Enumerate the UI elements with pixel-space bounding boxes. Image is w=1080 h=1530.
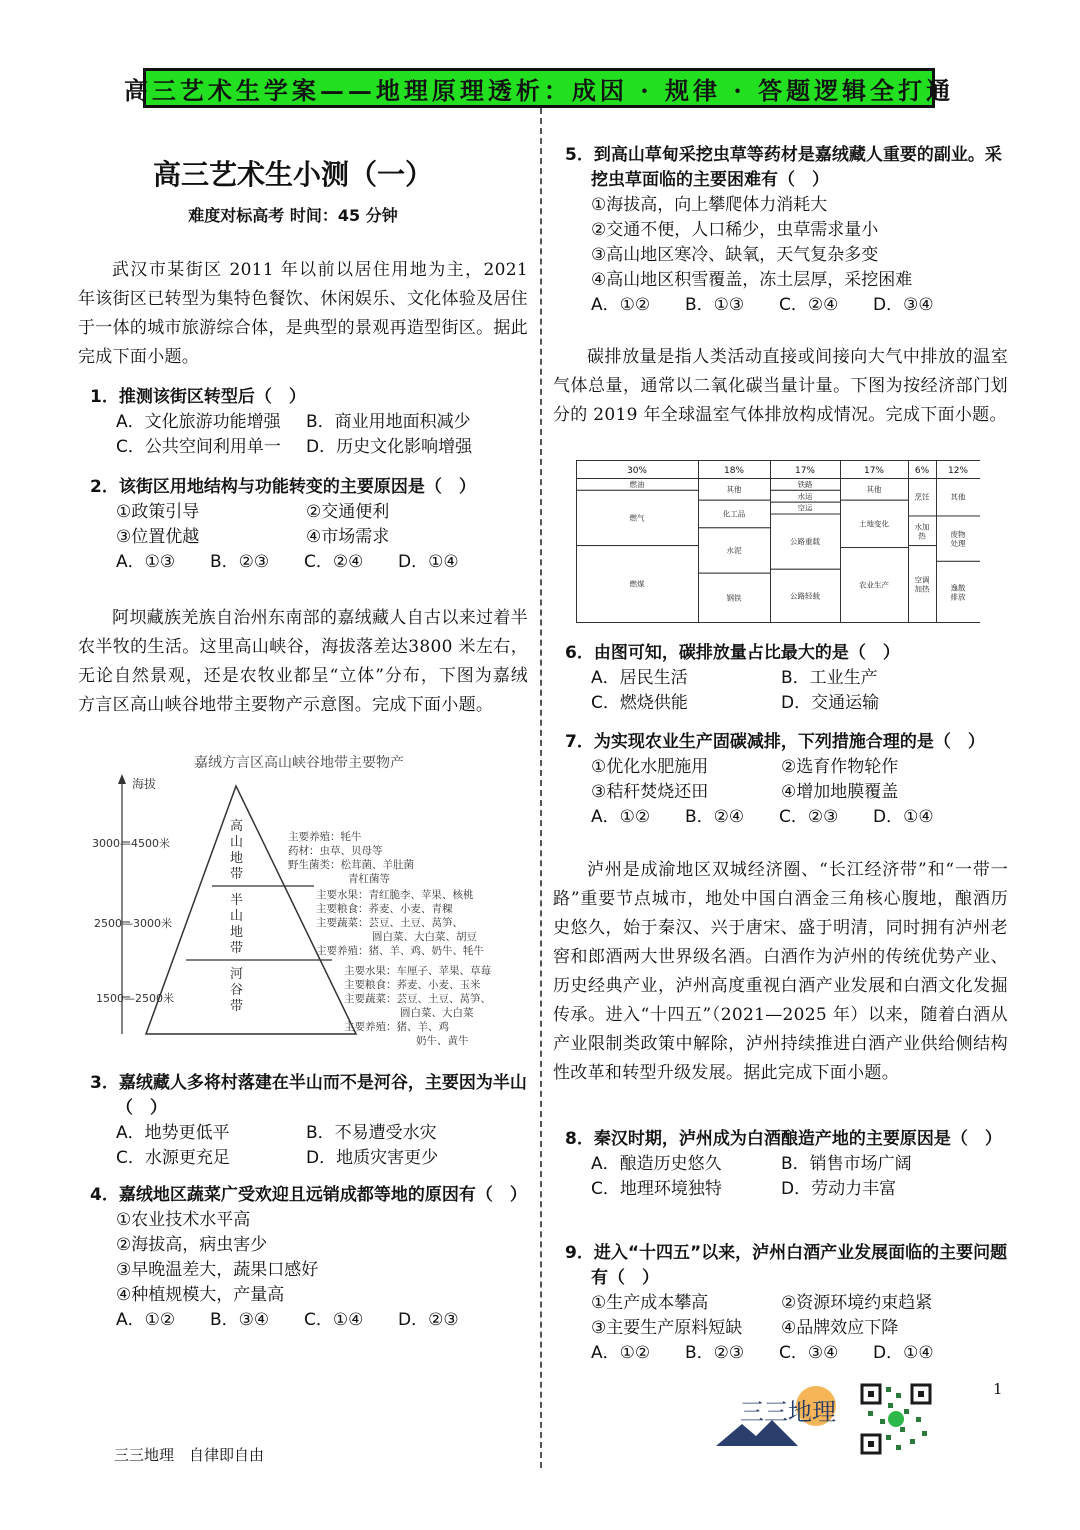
q2-item-1: ①政策引导 (116, 502, 200, 522)
q5-option-d[interactable]: D．③④ (873, 295, 934, 315)
q5-item-2: ②交通不便，人口稀少，虫草需求量小 (591, 220, 879, 240)
q2-stem: 2．该街区用地结构与功能转变的主要原因是（ ） (90, 477, 476, 497)
column-divider (540, 108, 542, 1468)
altitude-diagram (88, 772, 528, 1052)
q1-options (78, 410, 528, 460)
q9-item-2: ②资源环境约束趋紧 (781, 1293, 933, 1313)
zone-mid-label (230, 892, 243, 956)
q1-stem: 1．推测该街区转型后（ ） (90, 387, 306, 407)
q9-option-d[interactable]: D．①④ (873, 1343, 934, 1363)
chart-share-label: 6% (914, 466, 930, 476)
q7-item-3: ③秸秆焚烧还田 (591, 782, 709, 802)
q6-stem: 6．由图可知，碳排放量占比最大的是（ ） (565, 643, 900, 663)
q9-item-3: ③主要生产原料短缺 (591, 1318, 743, 1338)
zone-high-label (230, 818, 243, 882)
q8-option-d[interactable]: D．劳动力丰富 (781, 1179, 897, 1199)
svg-text:河: 河 (230, 967, 244, 982)
q8-option-b[interactable]: B．销售市场广阔 (781, 1154, 912, 1174)
q7-item-2: ②选育作物轮作 (781, 757, 899, 777)
chart-sector-label: 其他 (726, 484, 742, 494)
low-product-6: 奶牛、黄牛 (416, 1035, 469, 1047)
svg-text:高: 高 (230, 819, 244, 834)
mid-product-1: 主要水果：青红脆李、苹果、核桃 (316, 889, 474, 901)
q6-option-a[interactable]: A．居民生活 (591, 668, 688, 688)
zone-low-label (230, 967, 243, 1014)
range-low: 1500—2500米 (96, 992, 174, 1005)
q5-stem: 5．到高山草甸采挖虫草等药材是嘉绒藏人重要的副业。采挖虫草面临的主要困难有（ ） (565, 145, 1002, 190)
question-7 (553, 730, 1008, 830)
low-product-5: 主要养殖：猪、羊、鸡 (344, 1021, 449, 1033)
chart-sector-label: 农业生产 (859, 580, 889, 590)
q1-option-b[interactable]: B．商业用地面积减少 (306, 412, 471, 432)
q2-option-c[interactable]: C．②④ (304, 552, 364, 572)
q5-answers (553, 293, 1008, 318)
q9-stem: 9．进入“十四五”以来，泸州白酒产业发展面临的主要问题有（ ） (565, 1243, 1008, 1288)
q3-options (78, 1121, 528, 1171)
svg-text:带: 带 (230, 867, 244, 882)
q4-option-c[interactable]: C．①④ (304, 1310, 364, 1330)
question-6 (553, 641, 1008, 716)
mid-product-4: 圆白菜、大白菜、胡豆 (372, 931, 477, 943)
svg-text:带: 带 (230, 999, 244, 1014)
qr-finder-bl-dot (868, 1441, 874, 1447)
q9-option-c[interactable]: C．③④ (779, 1343, 839, 1363)
logo-text: 三三地理 (740, 1398, 836, 1426)
chart-sector-label: 钢铁 (726, 593, 742, 603)
q7-items (553, 755, 1008, 805)
chart-share-label: 18% (723, 466, 745, 476)
q5-option-a[interactable]: A．①② (591, 295, 651, 315)
q7-stem: 7．为实现农业生产固碳减排，下列措施合理的是（ ） (565, 732, 985, 752)
q5-item-4: ④高山地区积雪覆盖，冻土层厚，采挖困难 (591, 270, 913, 290)
mid-product-2: 主要粮食：荞麦、小麦、青稞 (316, 903, 453, 915)
q5-item-3: ③高山地区寒冷、缺氧，天气复杂多变 (591, 245, 879, 265)
question-1 (78, 385, 528, 460)
q2-answers (78, 550, 528, 575)
chart-sector-label: 公路轻载 (790, 591, 820, 601)
q2-item-4: ④市场需求 (306, 527, 390, 547)
page-subtitle: 难度对标高考 时间：45 分钟 (188, 206, 398, 225)
q7-item-1: ①优化水肥施用 (591, 757, 709, 777)
qr-code[interactable] (860, 1383, 932, 1455)
footer-text: 三三地理 自律即自由 (114, 1446, 265, 1464)
page-number: 1 (993, 1380, 1003, 1398)
chart-sector-label: 公路重载 (790, 537, 820, 547)
q6-option-c[interactable]: C．燃烧供能 (591, 693, 688, 713)
passage-3 (553, 343, 1008, 430)
wechat-icon (888, 1411, 904, 1427)
mid-zone-products (316, 888, 484, 957)
chart-sector-label: 其他 (950, 492, 966, 502)
question-4 (78, 1183, 528, 1333)
passage-3-text: 碳排放量是指人类活动直接或间接向大气中排放的温室气体总量，通常以二氧化碳当量计量。下图为按经济部门划分的 2019 年全球温室气体排放构成情况。完成下面小题。 (553, 347, 1008, 425)
q9-items (553, 1291, 1008, 1341)
mid-product-3: 主要蔬菜：芸豆、土豆、莴笋、 (316, 917, 463, 929)
chart-share-label: 17% (863, 466, 885, 476)
svg-text:带: 带 (230, 941, 244, 956)
q9-item-1: ①生产成本攀高 (591, 1293, 709, 1313)
question-2 (78, 475, 528, 575)
q4-item-4: ④种植规模大，产量高 (116, 1285, 285, 1305)
qr-finder-tr-dot (918, 1391, 924, 1397)
q2-item-3: ③位置优越 (116, 527, 200, 547)
header-banner: 高三艺术生学案——地理原理透析：成因 · 规律 · 答题逻辑全打通 (143, 68, 935, 108)
q9-option-a[interactable]: A．①② (591, 1343, 651, 1363)
q3-option-d[interactable]: D．地质灾害更少 (306, 1148, 439, 1168)
q1-option-a[interactable]: A．文化旅游功能增强 (116, 412, 281, 432)
q6-option-b[interactable]: B．工业生产 (781, 668, 878, 688)
low-product-4: 圆白菜、大白菜 (400, 1007, 474, 1019)
chart-sector-label: 燃煤 (629, 579, 645, 589)
high-product-4: 青杠菌等 (348, 873, 390, 885)
q4-item-1: ①农业技术水平高 (116, 1210, 251, 1230)
q8-stem: 8．秦汉时期，泸州成为白酒酿造产地的主要原因是（ ） (565, 1129, 1002, 1149)
diagram-title: 嘉绒方言区高山峡谷地带主要物产 (194, 755, 404, 771)
question-8 (553, 1127, 1008, 1202)
axis-arrow (118, 774, 126, 784)
q2-option-d[interactable]: D．①④ (398, 552, 459, 572)
chart-share-label: 17% (794, 466, 816, 476)
q5-option-c[interactable]: C．②④ (779, 295, 839, 315)
chart-sector-label: 废物处理 (950, 530, 966, 549)
question-3 (78, 1071, 528, 1171)
q9-item-4: ④品牌效应下降 (781, 1318, 899, 1338)
low-product-1: 主要水果：车厘子、苹果、草莓 (344, 965, 491, 977)
question-5 (553, 143, 1008, 318)
brand-logo (712, 1384, 848, 1454)
svg-text:山: 山 (230, 835, 244, 850)
range-mid: 2500—3000米 (94, 917, 172, 930)
svg-text:半: 半 (230, 893, 244, 908)
page-title: 高三艺术生小测（一） (152, 158, 433, 191)
q4-stem: 4．嘉绒地区蔬菜广受欢迎且远销成都等地的原因有（ ） (90, 1185, 527, 1205)
chart-sector-label: 水泥 (726, 546, 742, 555)
q7-item-4: ④增加地膜覆盖 (781, 782, 899, 802)
q4-item-3: ③早晚温差大，蔬果口感好 (116, 1260, 319, 1280)
q4-option-b[interactable]: B．③④ (210, 1310, 270, 1330)
q9-answers (553, 1341, 1008, 1366)
high-product-2: 药材：虫草、贝母等 (288, 845, 383, 857)
q8-option-a[interactable]: A．酿造历史悠久 (591, 1154, 722, 1174)
chart-sector-label: 化工品 (722, 509, 746, 519)
low-product-2: 主要粮食：荞麦、小麦、玉米 (344, 979, 481, 991)
emission-chart (576, 460, 980, 624)
chart-sector-label: 空调加热 (914, 575, 930, 594)
q8-options (553, 1152, 1008, 1202)
q1-option-c[interactable]: C．公共空间利用单一 (116, 437, 281, 457)
chart-sector-label: 土地变化 (859, 519, 889, 529)
chart-share-label: 30% (626, 466, 648, 476)
passage-2-text: 阿坝藏族羌族自治州东南部的嘉绒藏人自古以来过着半农半牧的生活。这里高山峡谷，海拔落差达3800 米左右，无论自然景观，还是农牧业都呈“立体”分布，下图为嘉绒方言区高山峡谷地带主要物产示意图。完成下面小题。 (78, 608, 528, 715)
q7-option-a[interactable]: A．①② (591, 807, 651, 827)
chart-sector-label: 空运 (797, 503, 813, 513)
mid-product-5: 主要养殖：猪、羊、鸡、奶牛、牦牛 (316, 945, 484, 957)
passage-4 (553, 856, 1008, 1088)
qr-finder-tl-dot (868, 1391, 874, 1397)
q9-option-b[interactable]: B．②③ (685, 1343, 745, 1363)
range-high: 3000—4500米 (92, 837, 170, 850)
q8-option-c[interactable]: C．地理环境独特 (591, 1179, 722, 1199)
chart-sector-label: 燃油 (629, 479, 645, 489)
chart-sector-label: 烹饪 (914, 492, 930, 502)
q7-answers (553, 805, 1008, 830)
q2-items (78, 500, 528, 550)
chart-sector-label: 水运 (797, 491, 813, 501)
svg-text:地: 地 (230, 925, 244, 940)
q2-option-a[interactable]: A．①③ (116, 552, 176, 572)
q4-item-2: ②海拔高，病虫害少 (116, 1235, 268, 1255)
passage-2 (78, 604, 528, 720)
q3-option-c[interactable]: C．水源更充足 (116, 1148, 230, 1168)
q2-item-2: ②交通便利 (306, 502, 390, 522)
q3-stem: 3．嘉绒藏人多将村落建在半山而不是河谷，主要因为半山（ ） (90, 1073, 527, 1118)
svg-text:山: 山 (230, 909, 244, 924)
low-product-3: 主要蔬菜：芸豆、土豆、莴笋、 (344, 993, 491, 1005)
high-product-1: 主要养殖：牦牛 (288, 831, 362, 843)
svg-text:谷: 谷 (230, 983, 244, 998)
passage-4-text: 泸州是成渝地区双城经济圈、“长江经济带”和“一带一路”重要节点城市，地处中国白酒金三角核心腹地，酿酒历史悠久，始于秦汉、兴于唐宋、盛于明清，同时拥有泸州老窖和郎酒两大世界级名酒。白酒作为泸州的传统优势产业、历史经典产业，泸州高度重视白酒产业发展和白酒文化发掘传承。进入“十四五”（2021—2025 年）以来，随着白酒从产业限制类政策中解除，泸州持续推进白酒产业供给侧结构性改革和转型升级发展。据此完成下面小题。 (553, 860, 1008, 1083)
svg-text:地: 地 (230, 851, 244, 866)
high-product-3: 野生菌类：松茸菌、羊肚菌 (288, 859, 414, 871)
chart-sector-label: 燃气 (629, 513, 645, 523)
q5-item-1: ①海拔高，向上攀爬体力消耗大 (591, 195, 828, 215)
passage-1 (78, 256, 528, 372)
q6-options (553, 666, 1008, 716)
passage-1-text: 武汉市某街区 2011 年以前以居住用地为主，2021 年该街区已转型为集特色餐饮、休闲娱乐、文化体验及居住于一体的城市旅游综合体，是典型的景观再造型街区。据此完成下面小题。 (78, 260, 528, 367)
axis-label: 海拔 (132, 777, 157, 791)
chart-sector-label: 铁路 (797, 479, 813, 489)
q3-option-b[interactable]: B．不易遭受水灾 (306, 1123, 437, 1143)
q4-option-a[interactable]: A．①② (116, 1310, 176, 1330)
q4-answers (78, 1308, 528, 1333)
low-zone-products (344, 964, 491, 1047)
question-9 (553, 1241, 1008, 1366)
q7-option-d[interactable]: D．①④ (873, 807, 934, 827)
q4-option-d[interactable]: D．②③ (398, 1310, 459, 1330)
chart-sector-label: 其他 (866, 484, 882, 494)
chart-share-label: 12% (947, 466, 969, 476)
chart-sector-label: 逸散排放 (950, 583, 966, 602)
q5-option-b[interactable]: B．①③ (685, 295, 745, 315)
q3-option-a[interactable]: A．地势更低平 (116, 1123, 230, 1143)
q6-option-d[interactable]: D．交通运输 (781, 693, 880, 713)
q1-option-d[interactable]: D．历史文化影响增强 (306, 437, 473, 457)
q7-option-c[interactable]: C．②③ (779, 807, 839, 827)
chart-sector-label: 水加热 (914, 522, 930, 541)
q2-option-b[interactable]: B．②③ (210, 552, 270, 572)
q7-option-b[interactable]: B．②④ (685, 807, 745, 827)
high-zone-products (288, 830, 414, 885)
